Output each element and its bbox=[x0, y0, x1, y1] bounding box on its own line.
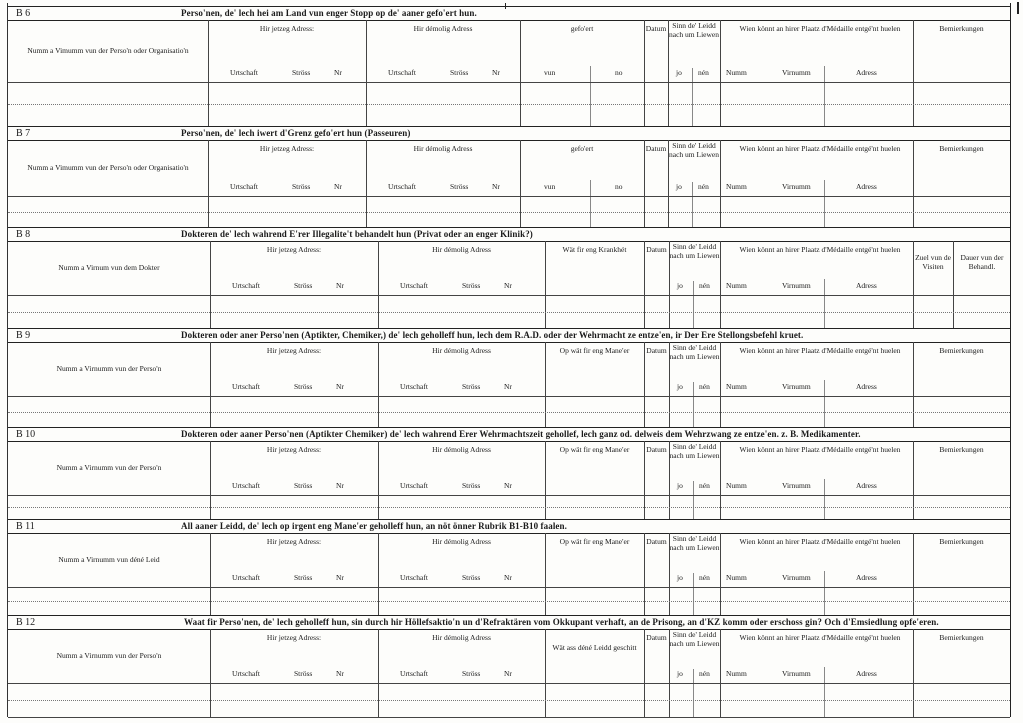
former-street-label: Ströss bbox=[450, 68, 469, 77]
medal-firstname-label: Virnumm bbox=[782, 669, 811, 678]
section-code: B 9 bbox=[16, 330, 31, 341]
former-address-header: Hir démolig Adress bbox=[432, 537, 491, 546]
section-title: Dokteren de' lech wahrend E'rer Illegalite't behandelt hun (Privat oder an enger Klinik?) bbox=[181, 229, 533, 239]
form-section bbox=[8, 615, 1010, 717]
current-locality-label: Urtschaft bbox=[230, 182, 258, 191]
column-divider bbox=[644, 20, 645, 126]
column-divider bbox=[693, 281, 694, 328]
alive-yes-label: jo bbox=[676, 68, 682, 77]
former-locality-label: Urtschaft bbox=[388, 68, 416, 77]
former-locality-label: Urtschaft bbox=[400, 573, 428, 582]
name-column-header: Numm a Virnum vun dem Dokter bbox=[58, 263, 160, 272]
duration-header: Dauer vun der Behandl. bbox=[960, 253, 1004, 271]
current-number-label: Nr bbox=[334, 68, 342, 77]
current-address-header: Hir jetzeg Adress: bbox=[259, 24, 315, 33]
row-rule bbox=[8, 212, 1010, 213]
from-label: vun bbox=[544, 68, 556, 77]
form-section bbox=[8, 126, 1010, 227]
date-header: Datum bbox=[646, 245, 667, 254]
current-street-label: Ströss bbox=[292, 68, 311, 77]
medal-address-label: Adress bbox=[856, 481, 877, 490]
date-header: Datum bbox=[645, 144, 667, 153]
column-divider bbox=[720, 629, 721, 717]
former-street-label: Ströss bbox=[450, 182, 469, 191]
row-rule bbox=[8, 507, 1010, 508]
alive-header: Sinn de' Leidd nach um Liewen bbox=[669, 141, 719, 159]
remarks-header: Bemierkungen bbox=[939, 633, 984, 642]
current-address-header: Hir jetzeg Adress: bbox=[266, 346, 322, 355]
column-divider bbox=[693, 669, 694, 717]
former-street-label: Ströss bbox=[462, 669, 481, 678]
alive-header: Sinn de' Leidd nach um Liewen bbox=[669, 534, 720, 552]
alive-no-label: nén bbox=[699, 669, 710, 678]
section-header bbox=[8, 427, 1010, 442]
alive-no-label: nén bbox=[698, 68, 709, 77]
column-divider bbox=[720, 533, 721, 615]
column-divider bbox=[644, 241, 645, 328]
form-section bbox=[8, 227, 1010, 328]
column-divider bbox=[692, 68, 693, 126]
section-header bbox=[8, 6, 1010, 21]
former-locality-label: Urtschaft bbox=[388, 182, 416, 191]
current-street-label: Ströss bbox=[294, 669, 313, 678]
column-divider bbox=[913, 20, 914, 126]
current-locality-label: Urtschaft bbox=[232, 281, 260, 290]
header-rule bbox=[8, 495, 1010, 496]
header-rule bbox=[8, 587, 1010, 588]
row-rule bbox=[8, 700, 1010, 701]
former-street-label: Ströss bbox=[462, 573, 481, 582]
column-divider bbox=[644, 629, 645, 717]
former-number-label: Nr bbox=[504, 481, 512, 490]
column-divider bbox=[824, 180, 825, 227]
former-address-header: Hir démolig Adress bbox=[432, 245, 491, 254]
alive-yes-label: jo bbox=[677, 281, 683, 290]
alive-yes-label: jo bbox=[677, 382, 683, 391]
alive-no-label: nén bbox=[699, 573, 710, 582]
former-address-header: Hir démolig Adress bbox=[413, 24, 473, 33]
column-divider bbox=[520, 140, 521, 227]
medal-name-label: Numm bbox=[726, 68, 747, 77]
section-code: B 10 bbox=[16, 429, 36, 440]
visits-header: Zuel vun de Visiten bbox=[915, 253, 951, 271]
former-number-label: Nr bbox=[504, 573, 512, 582]
current-number-label: Nr bbox=[336, 669, 344, 678]
column-divider bbox=[208, 20, 209, 126]
middle-column-header: Op wät fir eng Mane'er bbox=[559, 346, 630, 355]
header-rule bbox=[8, 196, 1010, 197]
column-divider bbox=[208, 140, 209, 227]
former-number-label: Nr bbox=[504, 281, 512, 290]
alive-yes-label: jo bbox=[677, 481, 683, 490]
column-divider bbox=[545, 241, 546, 328]
alive-yes-label: jo bbox=[677, 669, 683, 678]
alive-header: Sinn de' Leidd nach um Liewen bbox=[669, 242, 720, 260]
column-divider bbox=[692, 182, 693, 227]
form-section bbox=[8, 328, 1010, 427]
current-number-label: Nr bbox=[336, 281, 344, 290]
former-address-header: Hir démolig Adress bbox=[432, 346, 491, 355]
former-locality-label: Urtschaft bbox=[400, 382, 428, 391]
current-number-label: Nr bbox=[336, 573, 344, 582]
medal-header: Wien könnt an hirer Plaatz d'Médaille entgé'nt huelen bbox=[739, 633, 901, 642]
middle-column-header: Wät ass déné Leidd geschitt bbox=[552, 643, 637, 652]
medal-header: Wien könnt an hirer Plaatz d'Médaille entgé'nt huelen bbox=[739, 537, 901, 546]
current-number-label: Nr bbox=[336, 481, 344, 490]
column-divider bbox=[520, 20, 521, 126]
alive-header: Sinn de' Leidd nach um Liewen bbox=[669, 442, 720, 460]
medal-address-label: Adress bbox=[856, 573, 877, 582]
middle-column-header: gefo'ert bbox=[570, 144, 594, 153]
column-divider bbox=[693, 382, 694, 427]
section-header bbox=[8, 615, 1010, 630]
medal-address-label: Adress bbox=[856, 281, 877, 290]
current-locality-label: Urtschaft bbox=[230, 68, 258, 77]
current-street-label: Ströss bbox=[294, 481, 313, 490]
section-bottom-rule bbox=[8, 717, 1010, 718]
medal-firstname-label: Virnumm bbox=[782, 382, 811, 391]
column-divider bbox=[720, 20, 721, 126]
column-divider bbox=[644, 140, 645, 227]
current-locality-label: Urtschaft bbox=[232, 481, 260, 490]
column-divider bbox=[693, 573, 694, 615]
column-divider bbox=[824, 667, 825, 717]
section-header bbox=[8, 519, 1010, 534]
alive-yes-label: jo bbox=[677, 573, 683, 582]
medal-name-label: Numm bbox=[726, 182, 747, 191]
section-code: B 12 bbox=[16, 617, 36, 628]
current-locality-label: Urtschaft bbox=[232, 573, 260, 582]
row-rule bbox=[8, 412, 1010, 413]
section-header bbox=[8, 328, 1010, 343]
column-divider bbox=[210, 241, 211, 328]
date-header: Datum bbox=[646, 633, 667, 642]
section-title: All aaner Leidd, de' lech op irgent eng Mane'er geholleff hun, an nöt önner Rubrik B1-B10 faalen. bbox=[181, 521, 567, 531]
column-divider bbox=[720, 241, 721, 328]
date-header: Datum bbox=[645, 24, 667, 33]
row-rule bbox=[8, 601, 1010, 602]
former-locality-label: Urtschaft bbox=[400, 481, 428, 490]
alive-yes-label: jo bbox=[676, 182, 682, 191]
column-divider bbox=[824, 571, 825, 615]
medal-header: Wien könnt an hirer Plaatz d'Médaille entgé'nt huelen bbox=[739, 445, 901, 454]
medal-address-label: Adress bbox=[856, 382, 877, 391]
header-rule bbox=[8, 396, 1010, 397]
date-header: Datum bbox=[646, 537, 667, 546]
column-divider bbox=[378, 241, 379, 328]
medal-header: Wien könnt an hirer Plaatz d'Médaille entgé'nt huelen bbox=[739, 144, 901, 153]
medal-address-label: Adress bbox=[856, 669, 877, 678]
name-column-header: Numm a Virnumm vun der Perso'n bbox=[56, 463, 162, 472]
section-code: B 7 bbox=[16, 128, 31, 139]
remarks-header: Bemierkungen bbox=[939, 537, 984, 546]
former-address-header: Hir démolig Adress bbox=[413, 144, 473, 153]
column-divider bbox=[366, 140, 367, 227]
former-street-label: Ströss bbox=[462, 281, 481, 290]
medal-name-label: Numm bbox=[726, 281, 747, 290]
remarks-header: Bemierkungen bbox=[939, 346, 984, 355]
medal-name-label: Numm bbox=[726, 669, 747, 678]
remarks-header: Bemierkungen bbox=[939, 24, 984, 33]
middle-column-header: Wät fir eng Krankhét bbox=[562, 245, 627, 254]
name-column-header: Numm a Vimumm vun der Perso'n oder Organisatio'n bbox=[27, 46, 189, 55]
current-street-label: Ströss bbox=[294, 281, 313, 290]
column-divider bbox=[378, 629, 379, 717]
medal-firstname-label: Virnumm bbox=[782, 182, 811, 191]
section-title: Dokteren oder aaner Perso'nen (Aptikter Chemiker) de' lech wahrend Erer Wehrmachtszeit gehollef, lech ganz od. delweis dem Wehrzwang ze entze'en. z. B. Medikamenter. bbox=[181, 429, 861, 439]
section-header bbox=[8, 227, 1010, 242]
current-address-header: Hir jetzeg Adress: bbox=[266, 633, 322, 642]
alive-no-label: nén bbox=[699, 281, 710, 290]
column-divider bbox=[824, 279, 825, 328]
form-section bbox=[8, 6, 1010, 126]
current-number-label: Nr bbox=[336, 382, 344, 391]
form-section bbox=[8, 427, 1010, 519]
section-header bbox=[8, 126, 1010, 141]
medal-firstname-label: Virnumm bbox=[782, 281, 811, 290]
former-number-label: Nr bbox=[492, 68, 500, 77]
middle-column-header: gefo'ert bbox=[570, 24, 594, 33]
former-address-header: Hir démolig Adress bbox=[432, 633, 491, 642]
former-street-label: Ströss bbox=[462, 481, 481, 490]
remarks-header: Bemierkungen bbox=[939, 445, 984, 454]
column-divider bbox=[824, 380, 825, 427]
current-address-header: Hir jetzeg Adress: bbox=[266, 445, 322, 454]
alive-no-label: nén bbox=[699, 481, 710, 490]
former-street-label: Ströss bbox=[462, 382, 481, 391]
medal-header: Wien könnt an hirer Plaatz d'Médaille entgé'nt huelen bbox=[739, 245, 901, 254]
section-title: Waat fir Perso'nen, de' lech geholleff hun, sin durch hir Höllefsaktio'n un d'Refraktären vom Okkupant verhaft, an de Prisong, an d'KZ komm oder erschoss gin? Och d'Emsiedlung opfe'eren. bbox=[184, 617, 939, 627]
alive-no-label: nén bbox=[698, 182, 709, 191]
medal-name-label: Numm bbox=[726, 382, 747, 391]
former-number-label: Nr bbox=[492, 182, 500, 191]
column-divider bbox=[720, 140, 721, 227]
column-divider bbox=[693, 481, 694, 519]
section-title: Perso'nen, de' lech iwert d'Grenz gefo'ert hun (Passeuren) bbox=[181, 128, 411, 138]
middle-column-header: Op wät fir eng Mane'er bbox=[559, 537, 630, 546]
column-divider bbox=[824, 66, 825, 126]
current-address-header: Hir jetzeg Adress: bbox=[266, 245, 322, 254]
column-divider bbox=[913, 629, 914, 717]
medal-firstname-label: Virnumm bbox=[782, 68, 811, 77]
current-locality-label: Urtschaft bbox=[232, 669, 260, 678]
date-header: Datum bbox=[646, 346, 667, 355]
current-street-label: Ströss bbox=[292, 182, 311, 191]
header-rule bbox=[8, 683, 1010, 684]
alive-header: Sinn de' Leidd nach um Liewen bbox=[669, 630, 720, 648]
name-column-header: Numm a Virnumm vun der Perso'n bbox=[56, 651, 162, 660]
column-divider bbox=[590, 66, 591, 126]
section-title: Dokteren oder aner Perso'nen (Aptikter, Chemiker,) de' lech geholleff hun, lech dem R.A.D. oder der Wehrmacht ze entze'en, ir Der Ere Stellongsbefehl kruet. bbox=[181, 330, 804, 340]
middle-column-header: Op wät fir eng Mane'er bbox=[559, 445, 630, 454]
former-number-label: Nr bbox=[504, 382, 512, 391]
edge-mark bbox=[1017, 2, 1019, 14]
former-address-header: Hir démolig Adress bbox=[432, 445, 491, 454]
row-rule bbox=[8, 104, 1010, 105]
current-number-label: Nr bbox=[334, 182, 342, 191]
current-address-header: Hir jetzeg Adress: bbox=[259, 144, 315, 153]
column-divider bbox=[824, 479, 825, 519]
name-column-header: Numm a Virnumm vun déné Leid bbox=[58, 555, 160, 564]
to-label: no bbox=[615, 68, 623, 77]
column-divider bbox=[210, 629, 211, 717]
medal-header: Wien könnt an hirer Plaatz d'Médaille entgé'nt huelen bbox=[739, 24, 901, 33]
to-label: no bbox=[615, 182, 623, 191]
current-street-label: Ströss bbox=[294, 382, 313, 391]
alive-no-label: nén bbox=[699, 382, 710, 391]
former-locality-label: Urtschaft bbox=[400, 669, 428, 678]
header-rule bbox=[8, 295, 1010, 296]
medal-address-label: Adress bbox=[856, 182, 877, 191]
name-column-header: Numm a Vimumm vun der Perso'n oder Organisatio'n bbox=[27, 163, 189, 172]
section-code: B 6 bbox=[16, 8, 31, 19]
medal-name-label: Numm bbox=[726, 573, 747, 582]
current-locality-label: Urtschaft bbox=[232, 382, 260, 391]
header-rule bbox=[8, 82, 1010, 83]
remarks-header: Bemierkungen bbox=[939, 144, 984, 153]
former-number-label: Nr bbox=[504, 669, 512, 678]
date-header: Datum bbox=[646, 445, 667, 454]
column-divider bbox=[953, 241, 954, 328]
current-street-label: Ströss bbox=[294, 573, 313, 582]
column-divider bbox=[590, 180, 591, 227]
from-label: vun bbox=[544, 182, 556, 191]
section-title: Perso'nen, de' lech hei am Land vun enger Stopp op de' aaner gefo'ert hun. bbox=[181, 8, 477, 18]
name-column-header: Numm a Virnumm vun der Perso'n bbox=[56, 364, 162, 373]
medal-address-label: Adress bbox=[856, 68, 877, 77]
column-divider bbox=[913, 140, 914, 227]
form-section bbox=[8, 519, 1010, 615]
medal-firstname-label: Virnumm bbox=[782, 481, 811, 490]
row-rule bbox=[8, 312, 1010, 313]
alive-header: Sinn de' Leidd nach um Liewen bbox=[669, 21, 719, 39]
section-code: B 11 bbox=[16, 521, 35, 532]
medal-header: Wien könnt an hirer Plaatz d'Médaille entgé'nt huelen bbox=[739, 346, 901, 355]
former-locality-label: Urtschaft bbox=[400, 281, 428, 290]
medal-firstname-label: Virnumm bbox=[782, 573, 811, 582]
form-page bbox=[7, 3, 1011, 717]
current-address-header: Hir jetzeg Adress: bbox=[266, 537, 322, 546]
column-divider bbox=[366, 20, 367, 126]
alive-header: Sinn de' Leidd nach um Liewen bbox=[669, 343, 720, 361]
section-code: B 8 bbox=[16, 229, 31, 240]
column-divider bbox=[720, 342, 721, 427]
medal-name-label: Numm bbox=[726, 481, 747, 490]
